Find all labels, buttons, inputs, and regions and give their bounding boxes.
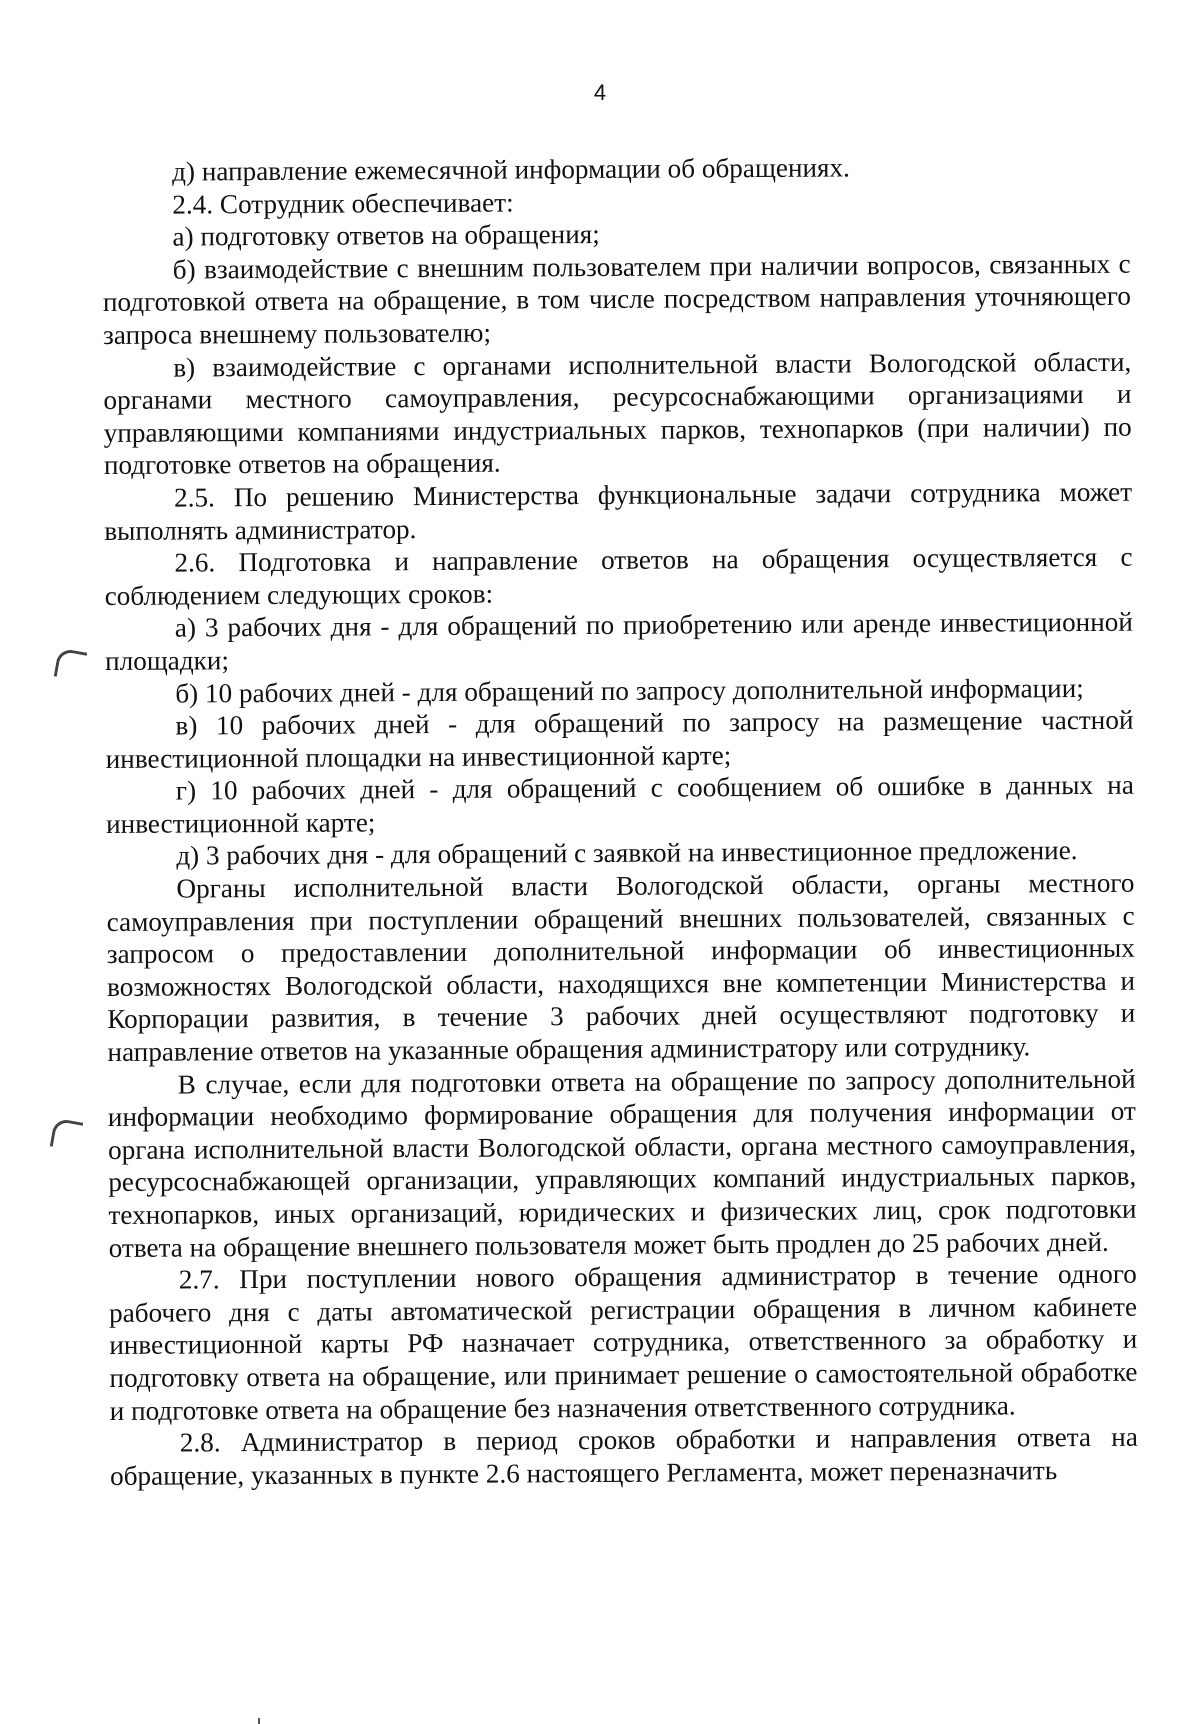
- paragraph: 2.4. Сотрудник обеспечивает:: [172, 187, 514, 220]
- paragraph: 2.7. При поступлении нового обращения администратор в течение одного рабочего дня с даты автоматической регистрации обращения в личном кабинете инвестиционной карты РФ назначает сотрудника, ответственного за обработку и подготовку ответа на обращение, или принимает решение о самостоятельной обработке и подготовке ответа на обращение без назначения ответственного сотрудника.: [108, 1258, 1138, 1426]
- paragraph: б) 10 рабочих дней - для обращений по запросу дополнительной информации;: [175, 672, 1084, 709]
- page-number: 4: [593, 80, 607, 105]
- paragraph: в) взаимодействие с органами исполнительной власти Вологодской области, органами местного самоуправления, ресурсоснабжающими организациями и управляющими компаниями индустриальных парков, технопарков (при наличии) по подготовке ответов на обращения.: [103, 346, 1132, 481]
- paragraph: Органы исполнительной власти Вологодской области, органы местного самоуправления при поступлении обращений внешних пользователей, связанных с запросом о предоставлении дополнительной информации об инвестиционных возможностях Вологодской области, находящихся вне компетенции Министерства и Корпорации развития, в течение 3 рабочих дней осуществляют подготовку и направление ответов на указанные обращения администратору или сотруднику.: [106, 867, 1136, 1068]
- hole-punch-mark: [54, 648, 88, 682]
- paragraph: а) подготовку ответов на обращения;: [172, 219, 600, 252]
- paragraph: б) взаимодействие с внешним пользователем при наличии вопросов, связанных с подготовкой ответа на обращение, в том числе посредством направления уточняющего запроса внешнему пользователю;: [102, 248, 1131, 350]
- document-body: [102, 150, 1138, 1493]
- paragraph: д) направление ежемесячной информации об обращениях.: [172, 152, 850, 187]
- hole-punch-mark: [50, 1118, 84, 1152]
- paragraph: д) 3 рабочих дня - для обращений с заявкой на инвестиционное предложение.: [176, 835, 1078, 872]
- paragraph: г) 10 рабочих дней - для обращений с сообщением об ошибке в данных на инвестиционной карте;: [105, 769, 1134, 839]
- paragraph: 2.8. Администратор в период сроков обработки и направления ответа на обращение, указанных в пункте 2.6 настоящего Регламента, может переназначить: [109, 1421, 1138, 1491]
- paragraph: 2.6. Подготовка и направление ответов на обращения осуществляется с соблюдением следующих сроков:: [104, 541, 1133, 611]
- paragraph: а) 3 рабочих дня - для обращений по приобретению или аренде инвестиционной площадки;: [104, 607, 1133, 676]
- scan-speck: [258, 1718, 260, 1724]
- paragraph: В случае, если для подготовки ответа на обращение по запросу дополнительной информации необходимо формирование обращения для получения информации от органа исполнительной власти Вологодской области, органа местного самоуправления, ресурсоснабжающей организации, управляющих компаний индустриальных парков, технопарков, иных организаций, юридических и физических лиц, срок подготовки ответа на обращение внешнего пользователя может быть продлен до 25 рабочих дней.: [107, 1063, 1137, 1263]
- paragraph: в) 10 рабочих дней - для обращений по запросу на размещение частной инвестиционной площадки на инвестиционной карте;: [105, 704, 1134, 774]
- paragraph: 2.5. По решению Министерства функциональные задачи сотрудника может выполнять администратор.: [104, 476, 1133, 546]
